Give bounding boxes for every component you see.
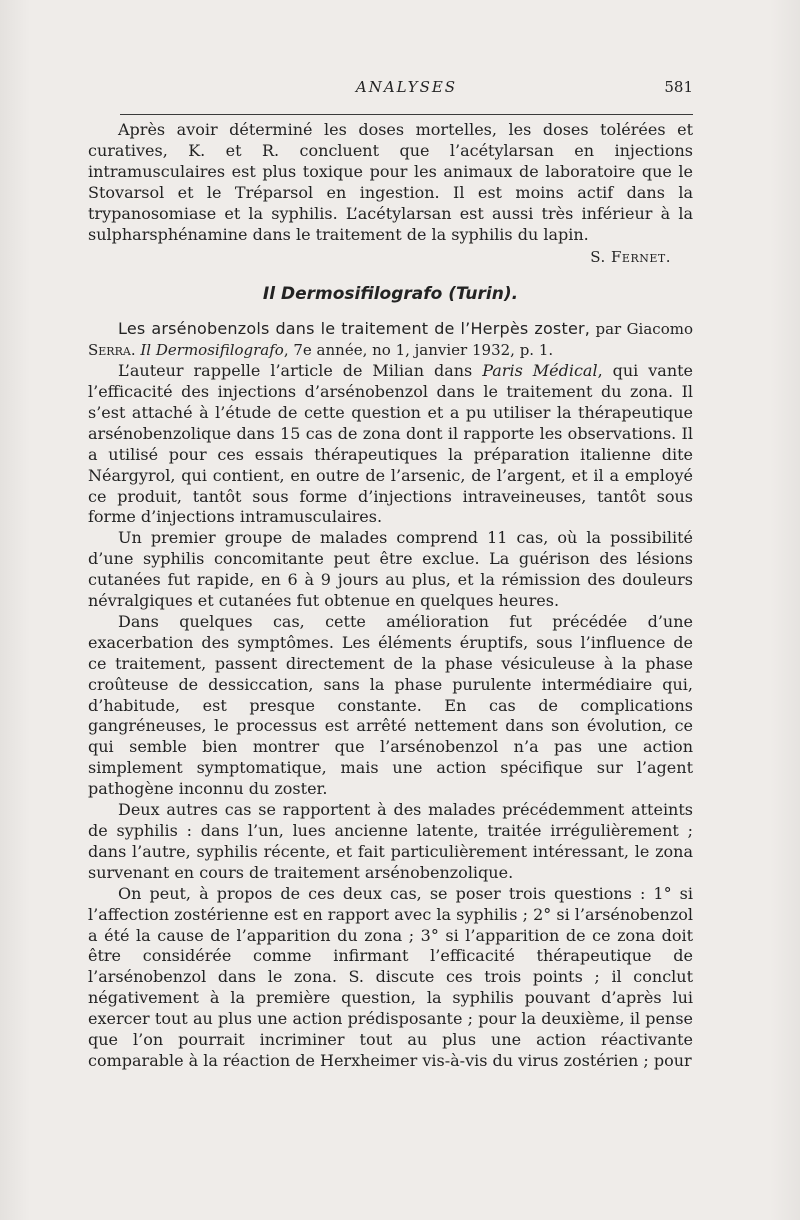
article-paragraph: Dans quelques cas, cette amélioration fut précédée d’une exacerbation des symptômes. Les éléments éruptifs, sous l’influence de ce traitement, passent directement de la phase vésiculeuse à la phase croûteuse de dessiccation, sans la phase purulente intermédiaire qui, d’habitude, est presque constante. En cas de complications gangréneuses, le processus est arrêté nettement dans son évolution, ce qui semble bien montrer que l’arsénobenzol n’a pas une action simplement symptomatique, mais une action spécifique sur l’agent pathogène inconnu du zoster. <box>88 611 693 799</box>
paragraph-text: L’auteur rappelle l’article de Milian dans <box>118 361 483 381</box>
journal-section-heading: Il Dermosifilografo (Turin). <box>262 284 519 305</box>
article-paragraph: Un premier groupe de malades comprend 11 cas, où la possibilité d’une syphilis concomitante peut être exclue. La guérison des lésions cutanées fut rapide, en 6 à 9 jours au plus, et la rémission des douleurs névralgiques et cutanées fut obtenue en quelques heures. <box>88 528 693 611</box>
signature-name: Fernet. <box>611 248 671 267</box>
article-paragraph <box>88 361 693 528</box>
previous-review-paragraph: Après avoir déterminé les doses mortelles, les doses tolérées et curatives, K. et R. concluent que l’acétylarsan en injections intramusculaires est plus toxique pour les animaux de laboratoire que le Stovarsol et le Tréparsol en ingestion. Il est moins actif dans la trypanosomiase et la syphilis. L’acétylarsan est aussi très inférieur à la sulpharsphénamine dans le traitement de la syphilis du lapin. <box>88 120 693 244</box>
page-number: 581 <box>664 78 693 96</box>
article-journal: Il Dermosifilografo <box>140 341 284 360</box>
cited-journal: Paris Médical <box>482 361 598 381</box>
article-author: Serra <box>88 341 131 360</box>
header-rule <box>120 114 693 115</box>
article-title: Les arsénobenzols dans le traitement de l’Herpès zoster, <box>118 319 591 339</box>
page-header <box>120 78 693 102</box>
article-by: par Giacomo <box>590 320 693 339</box>
reviewer-signature <box>88 247 671 268</box>
body-text <box>88 120 693 1072</box>
paragraph-text: , qui vante l’efficacité des injections d’arsénobenzol dans le traitement du zona. Il s’est attaché à l’étude de cette question et a pu utiliser la thérapeutique arsénobenzolique dans 15 cas de zona dont il rapporte les observations. Il a utilisé pour ces essais thérapeutiques la préparation italienne dite Néargyrol, qui contient, en outre de l’arsenic, de l’argent, et il a employé ce produit, tantôt sous forme d’injections intraveineuses, tantôt sous forme d’injections intramusculaires. <box>88 361 694 527</box>
article-paragraph: Deux autres cas se rapportent à des malades précédemment atteints de syphilis : dans l’un, lues ancienne latente, traitée irrégulièrement ; dans l’autre, syphilis récente, et fait particulièrement intéressant, le zona survenant en cours de traitement arsénobenzolique. <box>88 800 693 882</box>
running-head: ANALYSES <box>355 78 458 96</box>
article-paragraph: On peut, à propos de ces deux cas, se poser trois questions : 1° si l’affection zostérienne est en rapport avec la syphilis ; 2° si l’arsénobenzol a été la cause de l’apparition du zona ; 3° si l’apparition de ce zona doit être considérée comme infirmant l’efficacité thérapeutique de l’arsénobenzol dans le zona. S. discute ces trois points ; il conclut négativement à la première question, la syphilis pouvant d’après lui exercer tout au plus une action prédisposante ; pour la deuxième, il pense que l’on pourrait incriminer tout au plus une action réactivante comparable à la réaction de Herxheimer vis-à-vis du virus zostérien ; pour <box>88 883 693 1070</box>
article-sep: . <box>130 341 141 360</box>
signature-initial: S. <box>590 248 612 267</box>
article-title-line <box>88 319 693 361</box>
article-citation: , 7e année, no 1, janvier 1932, p. 1. <box>283 341 554 360</box>
